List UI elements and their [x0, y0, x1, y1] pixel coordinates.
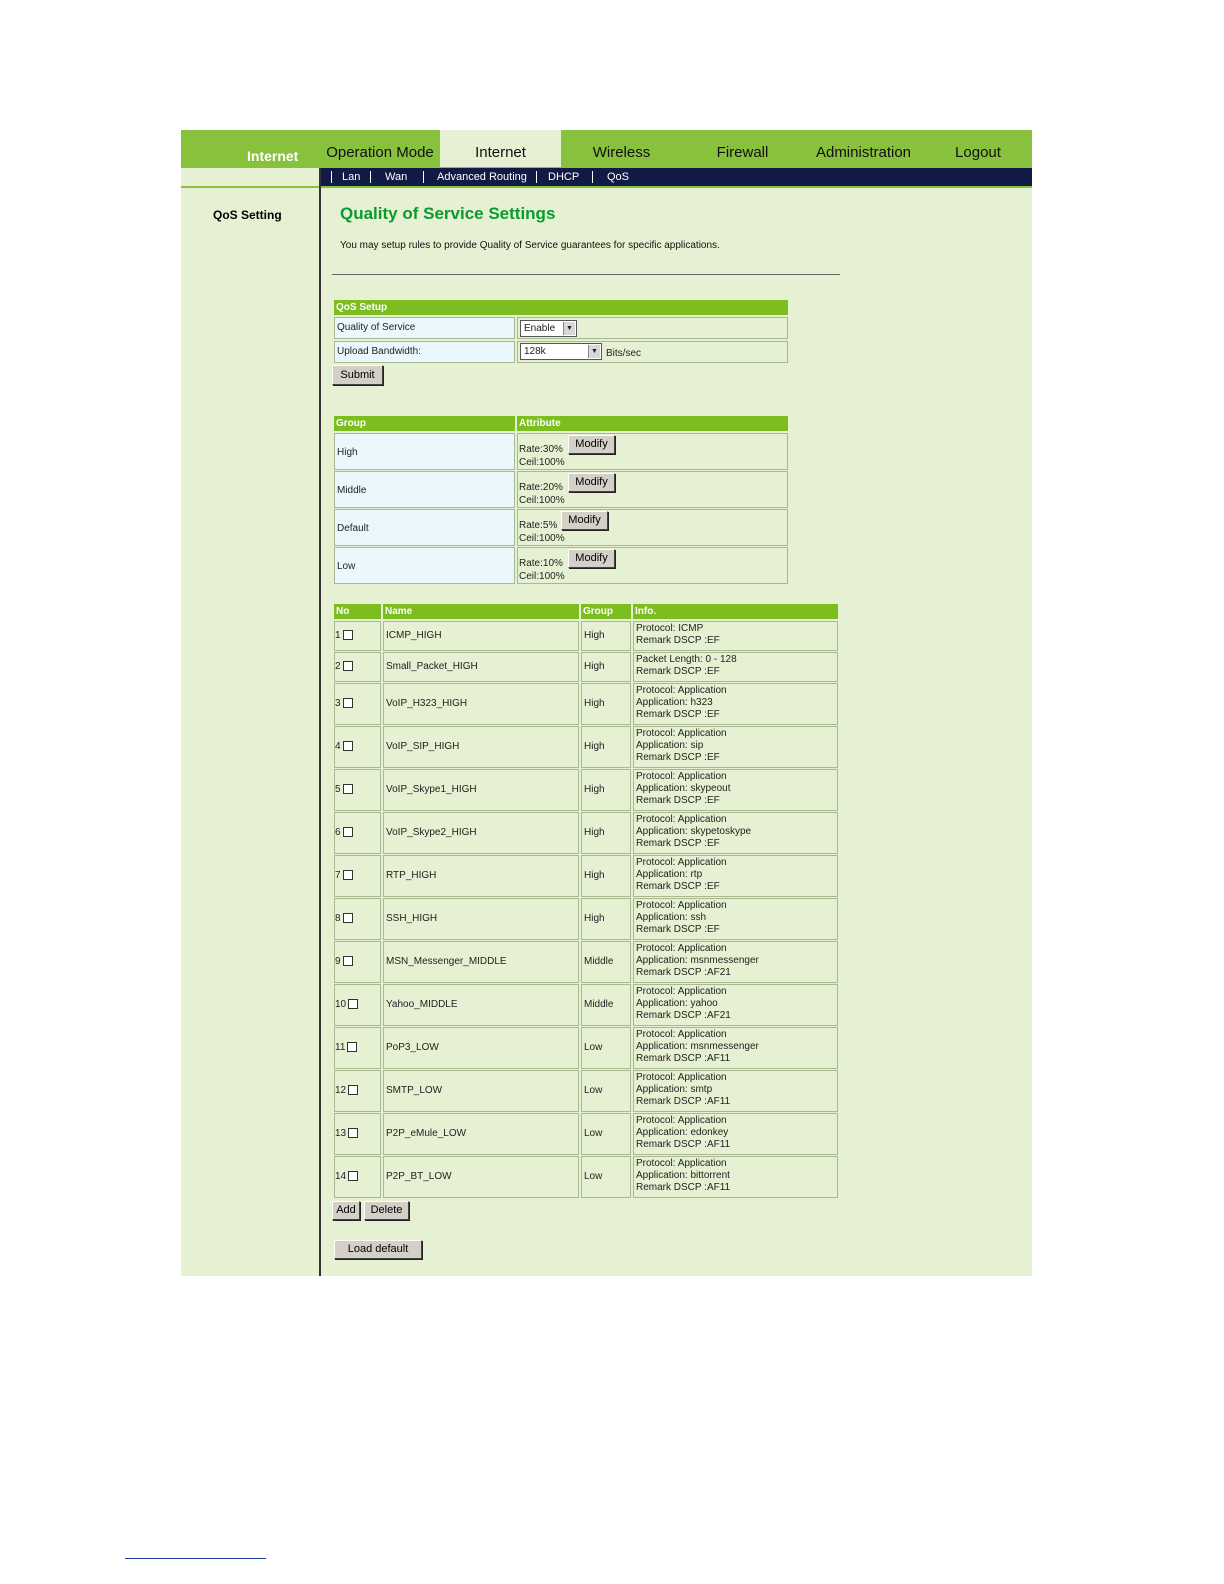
group-name-default: Default — [334, 509, 515, 546]
rule-group-cell: High — [581, 621, 631, 651]
rule-checkbox[interactable] — [343, 741, 353, 751]
rule-info-cell — [633, 621, 838, 651]
rule-info-line: Remark DSCP :AF21 — [636, 1010, 731, 1021]
rule-checkbox[interactable] — [343, 661, 353, 671]
router-admin-frame — [181, 130, 1032, 1276]
group-ceil: Ceil:100% — [519, 457, 565, 468]
bandwidth-select-value: 128k — [524, 346, 546, 357]
rule-checkbox[interactable] — [348, 1128, 358, 1138]
rule-checkbox[interactable] — [348, 1085, 358, 1095]
rule-name-cell: VoIP_SIP_HIGH — [383, 726, 579, 768]
load-default-button[interactable]: Load default — [334, 1240, 422, 1259]
rule-info-line: Application: skypeout — [636, 783, 731, 794]
subtab-qos[interactable]: QoS — [607, 171, 630, 183]
group-attribute-high — [517, 433, 788, 470]
rule-info-line: Packet Length: 0 - 128 — [636, 654, 737, 665]
rule-group-cell: Low — [581, 1156, 631, 1198]
rule-info-line: Protocol: ICMP — [636, 623, 704, 634]
rule-info-line: Remark DSCP :AF11 — [636, 1139, 731, 1150]
info-column-header: Info. — [633, 604, 838, 619]
group-attribute-low — [517, 547, 788, 584]
qos-label: Quality of Service — [334, 317, 515, 339]
rule-group-cell: High — [581, 726, 631, 768]
rule-checkbox[interactable] — [348, 999, 358, 1009]
rule-info-line: Remark DSCP :EF — [636, 709, 720, 720]
group-ceil: Ceil:100% — [519, 571, 565, 582]
rule-no-cell — [334, 898, 381, 940]
rule-info-line: Remark DSCP :AF21 — [636, 967, 731, 978]
rule-number: 6 — [335, 827, 341, 838]
tab-operation-mode[interactable]: Operation Mode — [326, 144, 434, 161]
page-description: You may setup rules to provide Quality of Service guarantees for specific applications. — [340, 240, 720, 251]
rule-group-cell: High — [581, 652, 631, 682]
rule-group-cell: High — [581, 898, 631, 940]
rule-info-line: Remark DSCP :EF — [636, 838, 720, 849]
tab-internet[interactable]: Internet — [440, 130, 561, 167]
modify-high-button[interactable]: Modify — [568, 435, 615, 454]
rule-info-line: Protocol: Application — [636, 1029, 727, 1040]
chevron-down-icon: ▼ — [563, 322, 575, 335]
rule-info-cell — [633, 652, 838, 682]
rule-number: 2 — [335, 661, 341, 672]
rule-checkbox[interactable] — [343, 630, 353, 640]
rule-no-cell — [334, 683, 381, 725]
group-name-high: High — [334, 433, 515, 470]
rule-group-cell: Low — [581, 1070, 631, 1112]
rule-number: 9 — [335, 956, 341, 967]
rule-no-cell — [334, 941, 381, 983]
group-column-header: Group — [334, 416, 515, 431]
rule-info-cell — [633, 683, 838, 725]
rule-number: 8 — [335, 913, 341, 924]
rule-info-line: Remark DSCP :EF — [636, 635, 720, 646]
rule-info-cell — [633, 769, 838, 811]
rule-checkbox[interactable] — [343, 827, 353, 837]
group-name-low: Low — [334, 547, 515, 584]
rule-checkbox[interactable] — [343, 784, 353, 794]
brand-label: Internet — [247, 148, 299, 164]
rule-info-line: Protocol: Application — [636, 685, 727, 696]
rule-group-cell: High — [581, 683, 631, 725]
group-attribute-default — [517, 509, 788, 546]
rule-info-line: Remark DSCP :AF11 — [636, 1053, 731, 1064]
rule-checkbox[interactable] — [343, 870, 353, 880]
subtab-lan[interactable]: Lan — [342, 171, 361, 183]
qos-value-cell — [517, 317, 788, 339]
rule-name-cell: MSN_Messenger_MIDDLE — [383, 941, 579, 983]
rule-info-line: Application: rtp — [636, 869, 703, 880]
tab-firewall[interactable]: Firewall — [716, 144, 769, 161]
rule-group-cell: High — [581, 769, 631, 811]
rule-info-line: Protocol: Application — [636, 986, 727, 997]
rule-info-cell — [633, 941, 838, 983]
rule-name-cell: Small_Packet_HIGH — [383, 652, 579, 682]
group-attribute-middle — [517, 471, 788, 508]
rule-no-cell — [334, 1113, 381, 1155]
rule-number: 7 — [335, 870, 341, 881]
group-rate: Rate:30% — [519, 444, 563, 455]
rule-checkbox[interactable] — [343, 956, 353, 966]
rule-info-line: Application: msnmessenger — [636, 955, 759, 966]
rule-group-cell: High — [581, 812, 631, 854]
bandwidth-value-cell — [517, 341, 788, 363]
rule-info-cell — [633, 812, 838, 854]
rule-number: 11 — [335, 1042, 346, 1053]
rule-info-cell — [633, 1070, 838, 1112]
rule-name-cell: RTP_HIGH — [383, 855, 579, 897]
group-rate: Rate:5% — [519, 520, 558, 531]
rule-info-cell — [633, 1156, 838, 1198]
rule-number: 3 — [335, 698, 341, 709]
rule-number: 5 — [335, 784, 341, 795]
qos-select[interactable] — [520, 320, 577, 337]
name-column-header: Name — [383, 604, 579, 619]
rule-group-cell: Middle — [581, 984, 631, 1026]
section-divider — [332, 274, 840, 275]
rule-info-line: Remark DSCP :EF — [636, 666, 720, 677]
rule-info-line: Protocol: Application — [636, 943, 727, 954]
rule-info-line: Protocol: Application — [636, 814, 727, 825]
rule-name-cell: P2P_eMule_LOW — [383, 1113, 579, 1155]
rule-info-cell — [633, 1113, 838, 1155]
rule-checkbox[interactable] — [343, 698, 353, 708]
rule-info-line: Application: msnmessenger — [636, 1041, 759, 1052]
footnote-rule — [125, 1558, 266, 1559]
page-title: Quality of Service Settings — [340, 204, 556, 223]
sub-navigation-bar — [320, 168, 1032, 186]
group-ceil: Ceil:100% — [519, 495, 565, 506]
rule-info-cell — [633, 984, 838, 1026]
rule-checkbox[interactable] — [348, 1171, 358, 1181]
subtab-advanced-routing[interactable]: Advanced Routing — [437, 171, 527, 183]
rule-info-line: Remark DSCP :EF — [636, 924, 720, 935]
rule-no-cell — [334, 726, 381, 768]
rule-info-line: Application: bittorrent — [636, 1170, 730, 1181]
qos-select-value: Enable — [524, 323, 556, 334]
rule-name-cell: VoIP_Skype2_HIGH — [383, 812, 579, 854]
modify-low-button[interactable]: Modify — [568, 549, 615, 568]
rule-info-line: Protocol: Application — [636, 857, 727, 868]
rule-info-cell — [633, 898, 838, 940]
tab-wireless[interactable]: Wireless — [592, 144, 651, 161]
rule-no-cell — [334, 1070, 381, 1112]
rule-number: 13 — [335, 1128, 347, 1139]
rule-group-cell: High — [581, 855, 631, 897]
submit-button[interactable]: Submit — [332, 365, 383, 385]
rule-name-cell: PoP3_LOW — [383, 1027, 579, 1069]
rule-number: 4 — [335, 741, 341, 752]
rule-info-line: Application: yahoo — [636, 998, 718, 1009]
rule-info-line: Application: smtp — [636, 1084, 713, 1095]
rule-info-line: Application: h323 — [636, 697, 713, 708]
sidebar-item-qos-setting[interactable]: QoS Setting — [213, 208, 282, 222]
group-column-header: Group — [581, 604, 631, 619]
tab-logout[interactable]: Logout — [955, 144, 1001, 161]
no-column-header: No — [334, 604, 381, 619]
rule-info-cell — [633, 1027, 838, 1069]
rule-no-cell — [334, 855, 381, 897]
rule-info-line: Protocol: Application — [636, 1158, 727, 1169]
rule-group-cell: Low — [581, 1113, 631, 1155]
rule-info-line: Remark DSCP :EF — [636, 752, 720, 763]
top-navigation-bar — [181, 130, 1032, 168]
rule-no-cell — [334, 621, 381, 651]
delete-button[interactable]: Delete — [364, 1201, 409, 1220]
rule-info-line: Protocol: Application — [636, 1072, 727, 1083]
rule-info-line: Remark DSCP :EF — [636, 881, 720, 892]
rule-name-cell: SMTP_LOW — [383, 1070, 579, 1112]
modify-middle-button[interactable]: Modify — [568, 473, 615, 492]
rule-number: 1 — [335, 630, 341, 641]
rule-checkbox[interactable] — [343, 913, 353, 923]
rule-info-line: Protocol: Application — [636, 728, 727, 739]
rule-info-line: Application: sip — [636, 740, 704, 751]
rule-number: 10 — [335, 999, 347, 1010]
rule-number: 14 — [335, 1171, 347, 1182]
rule-info-line: Application: edonkey — [636, 1127, 729, 1138]
rule-no-cell — [334, 812, 381, 854]
qos-setup-header: QoS Setup — [334, 300, 788, 315]
bandwidth-label: Upload Bandwidth: — [334, 341, 515, 363]
rule-group-cell: Middle — [581, 941, 631, 983]
rule-info-line: Application: ssh — [636, 912, 707, 923]
subtab-wan[interactable]: Wan — [385, 171, 408, 183]
group-name-middle: Middle — [334, 471, 515, 508]
attribute-column-header: Attribute — [517, 416, 788, 431]
subnav-separator — [536, 171, 537, 183]
rule-info-line: Protocol: Application — [636, 771, 727, 782]
rule-info-line: Application: skypetoskype — [636, 826, 752, 837]
group-ceil: Ceil:100% — [519, 533, 565, 544]
bandwidth-select[interactable] — [520, 343, 602, 360]
tab-administration[interactable]: Administration — [815, 144, 912, 161]
header-divider — [181, 186, 1032, 188]
rule-name-cell: P2P_BT_LOW — [383, 1156, 579, 1198]
rule-name-cell: VoIP_H323_HIGH — [383, 683, 579, 725]
rule-no-cell — [334, 652, 381, 682]
subtab-dhcp[interactable]: DHCP — [548, 171, 580, 183]
group-rate: Rate:20% — [519, 482, 563, 493]
rule-info-line: Remark DSCP :AF11 — [636, 1182, 731, 1193]
rule-checkbox[interactable] — [347, 1042, 357, 1052]
add-button[interactable]: Add — [332, 1201, 360, 1220]
rule-info-cell — [633, 726, 838, 768]
rule-info-line: Remark DSCP :EF — [636, 795, 720, 806]
sidebar-divider — [319, 168, 321, 1276]
rule-info-line: Remark DSCP :AF11 — [636, 1096, 731, 1107]
modify-default-button[interactable]: Modify — [561, 511, 608, 530]
rule-name-cell: ICMP_HIGH — [383, 621, 579, 651]
rule-name-cell: SSH_HIGH — [383, 898, 579, 940]
subnav-separator — [423, 171, 424, 183]
rule-info-line: Protocol: Application — [636, 900, 727, 911]
rule-name-cell: Yahoo_MIDDLE — [383, 984, 579, 1026]
subnav-separator — [370, 171, 371, 183]
bandwidth-unit: Bits/sec — [606, 348, 642, 359]
group-rate: Rate:10% — [519, 558, 563, 569]
rule-number: 12 — [335, 1085, 347, 1096]
rule-info-cell — [633, 855, 838, 897]
subnav-separator — [592, 171, 593, 183]
rule-no-cell — [334, 1027, 381, 1069]
subnav-separator — [331, 171, 332, 183]
rule-no-cell — [334, 984, 381, 1026]
rule-no-cell — [334, 1156, 381, 1198]
rule-group-cell: Low — [581, 1027, 631, 1069]
rule-name-cell: VoIP_Skype1_HIGH — [383, 769, 579, 811]
rule-info-line: Protocol: Application — [636, 1115, 727, 1126]
rule-no-cell — [334, 769, 381, 811]
chevron-down-icon: ▼ — [588, 345, 600, 358]
